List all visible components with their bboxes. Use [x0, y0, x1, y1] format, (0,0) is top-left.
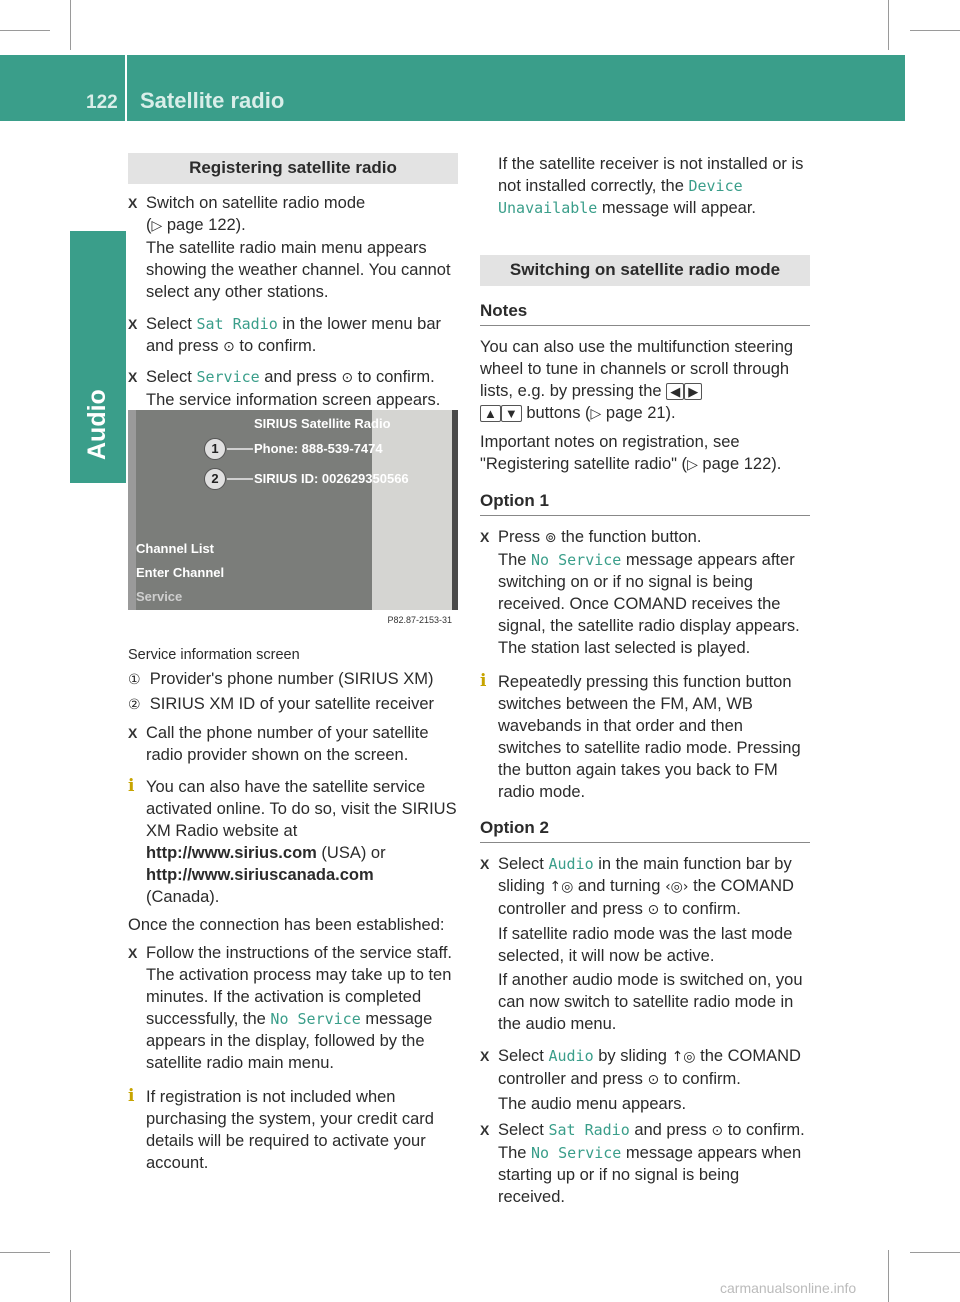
- screen-id: SIRIUS ID: 002629350566: [254, 471, 409, 486]
- info-note: i You can also have the satellite service activated online. To do so, visit the SIRIUS XM Radio website at http://www.sirius.com (USA) or http://www.siriuscanada.com (Canada).: [128, 776, 457, 906]
- slide-controller-icon: ↑◎: [549, 879, 574, 895]
- display-text: Device: [688, 177, 743, 195]
- display-text: Unavailable: [498, 199, 598, 217]
- up-arrow-button-icon: ▲: [480, 405, 501, 422]
- step: X Call the phone number of your satellite radio provider shown on the screen.: [128, 722, 458, 766]
- display-text: Sat Radio: [196, 315, 278, 333]
- callout-1-icon: ①: [128, 672, 141, 688]
- right-column: If the satellite receiver is not installed or is not installed correctly, the Device Unavailable message will appear. Switching on satellite radio mode Notes You can also use the multifunction steering wheel to tune in channels or scroll through lists, e.g. by pressing the ◀ ▶ ▲ ▼ buttons (▷ page 21). Important notes on registration, see "Registering satellite radio" (▷ page 122). Option 1 X Press ⊚ the function button. The No Service message appears after switching on or if no signal is being received. Once COMAND receives the signal, the satellite radio display appears. The station last selected is played. i Repeatedly pressing this function button switches between the FM, AM, WB wavebands in that order and then switches to satellite radio mode. Pressing the button again takes you back to FM radio mode. Option 2 X Select Audio in the main function bar by sliding ↑◎ and turning ‹◎› the COMAND controller and press ⊙ to confirm. If satellite radio mode was the last mode selected, it will now be active. If another audio mode is switched on, you can now switch to satellite radio mode in the audio menu. X Select Audio by sliding ↑◎ the COMAND controller and press ⊙ to confirm. The audio menu appears. X Select Sat Radio and press ⊙ to confirm. The No Service message appears when starting up or if no signal is being received.: [480, 153, 810, 1208]
- step: X Select Sat Radio and press ⊙ to confirm. The No Service message appears when starting up or if no signal is being received.: [480, 1119, 810, 1208]
- side-tab-label: Audio: [83, 389, 111, 460]
- crop-mark: [0, 1252, 50, 1253]
- crop-mark: [910, 1252, 960, 1253]
- crop-mark: [0, 30, 50, 31]
- display-text: No Service: [531, 551, 622, 569]
- screen-menu-item: Service: [136, 589, 183, 604]
- display-text: Sat Radio: [548, 1121, 630, 1139]
- screen-menu-item: Channel List: [136, 541, 215, 556]
- info-icon: i: [128, 776, 135, 796]
- crop-mark: [70, 0, 71, 50]
- info-note: i Repeatedly pressing this function button switches between the FM, AM, WB wavebands in that order and then switches to satellite radio mode. Pressing the button again takes you back to FM radio mode.: [480, 671, 801, 801]
- screen-phone: Phone: 888-539-7474: [254, 441, 383, 456]
- callout-2-icon: ②: [128, 697, 141, 713]
- page-ref-icon: ▷: [590, 406, 602, 422]
- step: X Select Sat Radio in the lower menu bar and press ⊙ to confirm.: [128, 313, 458, 358]
- page-number: 122: [86, 92, 118, 113]
- header-bar: [0, 55, 905, 121]
- turn-controller-icon: ‹◎›: [665, 879, 689, 895]
- press-controller-icon: ⊙: [711, 1123, 724, 1139]
- image-reference: P82.87-2153-31: [387, 615, 452, 625]
- paragraph: You can also use the multifunction steering wheel to tune in channels or scroll through lists, e.g. by pressing the ◀ ▶ ▲ ▼ buttons (▷ page 21).: [480, 338, 794, 422]
- subheading: Option 1: [480, 490, 810, 516]
- section-title: Registering satellite radio: [128, 153, 458, 184]
- callout-1: 1: [204, 438, 226, 460]
- info-icon: i: [480, 671, 487, 691]
- display-text: Service: [196, 368, 260, 386]
- step: X Press ⊚ the function button. The No Service message appears after switching on or if no signal is being received. Once COMAND receives the signal, the satellite radio display appears. The station last selected is played.: [480, 526, 810, 659]
- press-controller-icon: ⊙: [647, 1072, 660, 1088]
- step: X Select Service and press ⊙ to confirm. The service information screen appears.: [128, 366, 458, 411]
- crop-mark: [888, 0, 889, 50]
- press-controller-icon: ⊙: [647, 902, 660, 918]
- down-arrow-button-icon: ▼: [501, 405, 522, 422]
- left-arrow-button-icon: ◀: [666, 383, 684, 400]
- page-title: Satellite radio: [140, 88, 285, 113]
- crop-mark: [888, 1250, 889, 1302]
- right-arrow-button-icon: ▶: [684, 383, 702, 400]
- step: X Follow the instructions of the service staff. The activation process may take up to ten minutes. If the activation is completed successfully, the No Service message appears in the display, followed by the satellite radio main menu.: [128, 942, 458, 1074]
- paragraph: Important notes on registration, see "Registering satellite radio" (▷ page 122).: [480, 433, 782, 473]
- step: X Select Audio by sliding ↑◎ the COMAND controller and press ⊙ to confirm. The audio menu appears.: [480, 1045, 810, 1115]
- subheading: Option 2: [480, 817, 810, 843]
- step: X Switch on satellite radio mode (▷ page 122). The satellite radio main menu appears showing the weather channel. You cannot select any other stations.: [128, 192, 458, 303]
- display-text: No Service: [270, 1010, 361, 1028]
- left-column-lower: [128, 644, 458, 1174]
- header-divider: [125, 55, 127, 121]
- press-controller-icon: ⊙: [223, 339, 235, 355]
- section-title: Switching on satellite radio mode: [480, 255, 810, 286]
- info-note: i If registration is not included when purchasing the system, your credit card details will be required to activate your account.: [128, 1086, 434, 1172]
- image-caption: Service information screen: [128, 647, 300, 663]
- radio-button-icon: ⊚: [544, 530, 557, 546]
- callout-2: 2: [204, 468, 226, 490]
- info-icon: i: [128, 1086, 135, 1106]
- display-text: Audio: [548, 855, 594, 873]
- page-ref-icon: ▷: [151, 218, 163, 234]
- screen-title: SIRIUS Satellite Radio: [254, 416, 391, 431]
- legend-item: ② SIRIUS XM ID of your satellite receiver: [128, 695, 434, 713]
- slide-controller-icon: ↑◎: [671, 1049, 696, 1065]
- subheading: Notes: [480, 300, 810, 326]
- crop-mark: [910, 30, 960, 31]
- left-column: [128, 153, 458, 411]
- service-screen-image: [128, 410, 458, 630]
- watermark: carmanualsonline.info: [720, 1280, 857, 1296]
- crop-mark: [70, 1250, 71, 1302]
- paragraph: Once the connection has been established:: [128, 916, 445, 934]
- legend-item: ① Provider's phone number (SIRIUS XM): [128, 670, 434, 688]
- screen-menu-item: Enter Channel: [136, 565, 225, 580]
- step: X Select Audio in the main function bar by sliding ↑◎ and turning ‹◎› the COMAND controller and press ⊙ to confirm. If satellite radio mode was the last mode selected, it will now be active. If another audio mode is switched on, you can now switch to satellite radio mode in the audio menu.: [480, 853, 810, 1035]
- press-controller-icon: ⊙: [341, 370, 354, 386]
- display-text: No Service: [531, 1144, 622, 1162]
- page-ref-icon: ▷: [687, 457, 698, 473]
- display-text: Audio: [548, 1047, 594, 1065]
